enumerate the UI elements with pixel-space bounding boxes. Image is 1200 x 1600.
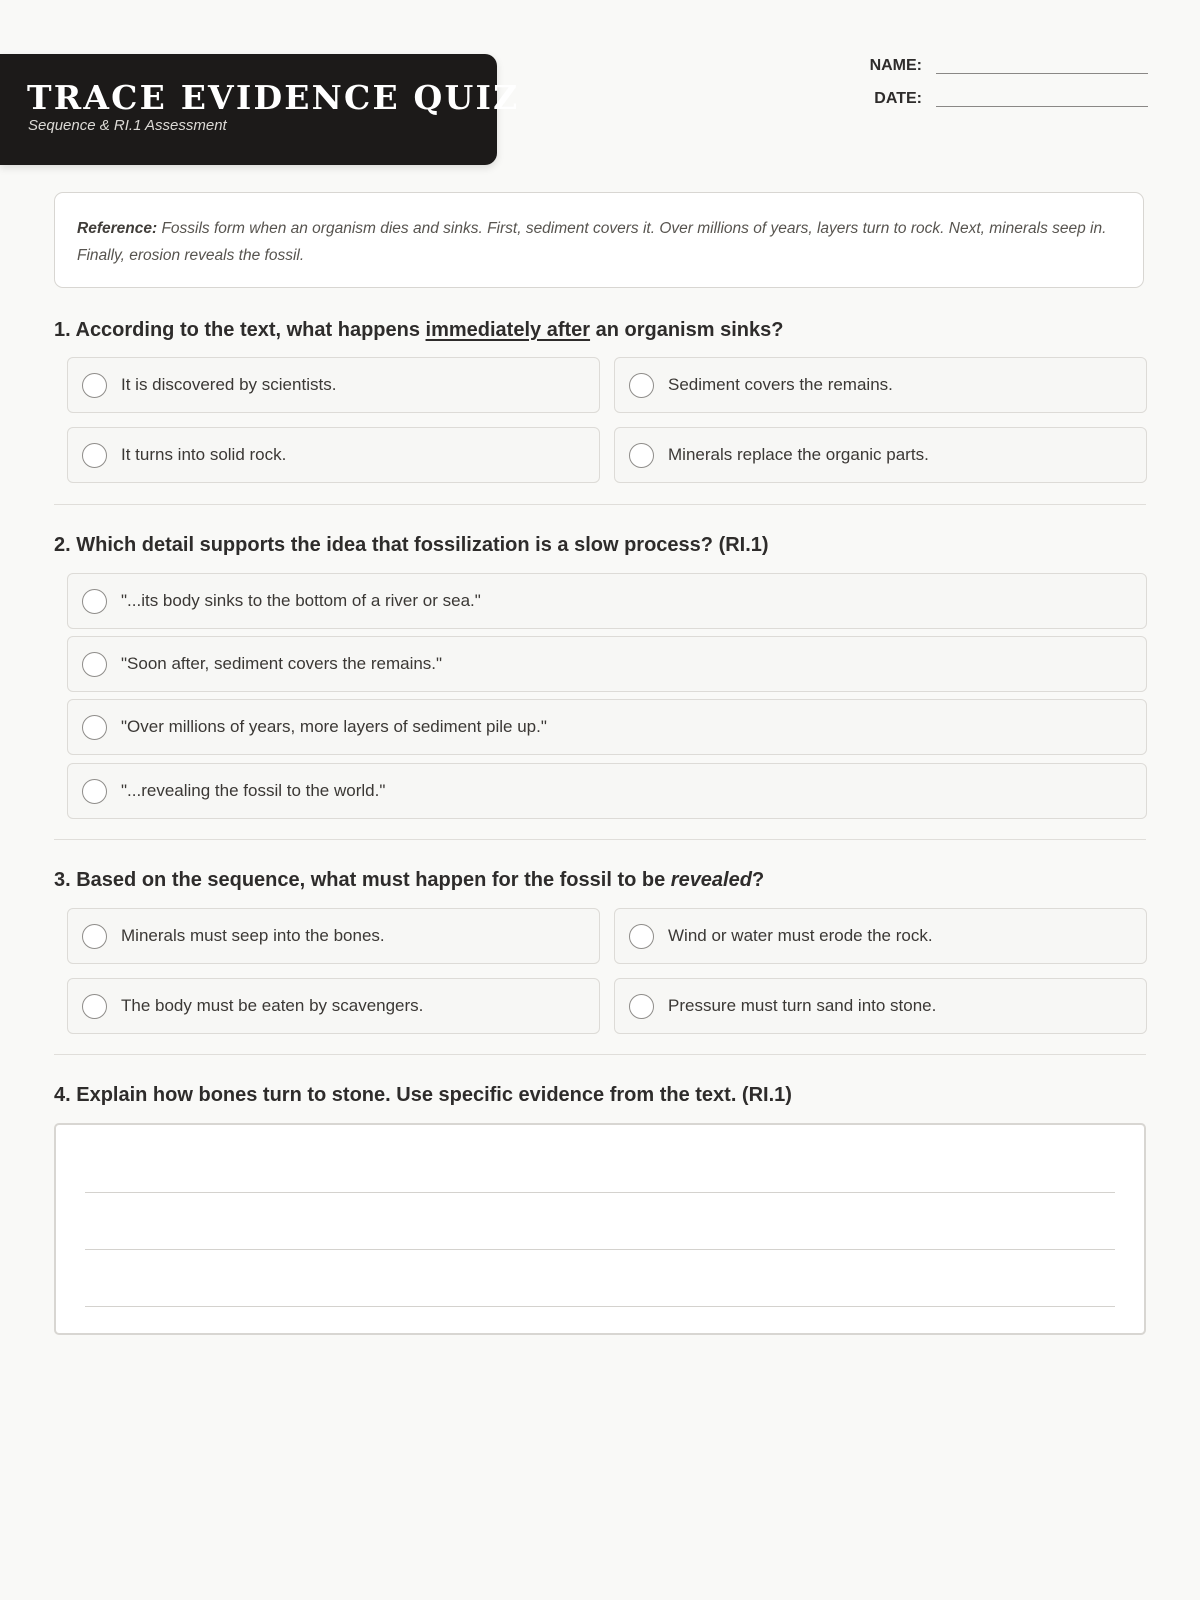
reference-label: Reference: [77, 220, 158, 237]
option-label: Pressure must turn sand into stone. [668, 996, 937, 1015]
q3-option-d[interactable] [614, 978, 1147, 1034]
name-row [870, 56, 1148, 76]
option-label: Sediment covers the remains. [668, 375, 893, 394]
section-divider [54, 1054, 1146, 1055]
question-1-suffix: an organism sinks? [590, 319, 784, 341]
option-label: "Soon after, sediment covers the remains." [121, 654, 443, 673]
question-3-emphasis: revealed [670, 869, 752, 891]
reference-text: Fossils form when an organism dies and sinks. First, sediment covers it. Over millions of years, layers turn to rock. Next, minerals seep in. Finally, erosion reveals the fossil. [77, 220, 1107, 264]
q1-option-c[interactable] [67, 427, 600, 483]
date-field[interactable] [936, 106, 1148, 107]
question-1-prefix: 1. According to the text, what happens [54, 319, 426, 341]
option-label: "...revealing the fossil to the world." [121, 781, 386, 800]
quiz-title: TRACE EVIDENCE QUIZ [27, 78, 520, 117]
option-label: It is discovered by scientists. [121, 375, 337, 394]
option-label: "Over millions of years, more layers of sediment pile up." [121, 717, 547, 736]
option-label: "...its body sinks to the bottom of a river or sea." [121, 591, 481, 610]
q1-option-a[interactable] [67, 357, 600, 413]
q1-option-b[interactable] [614, 357, 1147, 413]
radio-button[interactable] [629, 924, 654, 949]
name-label: NAME: [869, 57, 922, 74]
date-label: DATE: [874, 90, 922, 107]
section-divider [54, 839, 1146, 840]
answer-line [85, 1192, 1115, 1193]
option-label: Minerals must seep into the bones. [121, 926, 385, 945]
radio-button[interactable] [82, 924, 107, 949]
radio-button[interactable] [82, 715, 107, 740]
radio-button[interactable] [629, 373, 654, 398]
option-label: Minerals replace the organic parts. [668, 445, 929, 464]
question-2-title: 2. Which detail supports the idea that fossilization is a slow process? (RI.1) [54, 534, 769, 556]
q2-option-c[interactable] [67, 699, 1147, 755]
answer-line [85, 1306, 1115, 1307]
option-label: The body must be eaten by scavengers. [121, 996, 424, 1015]
radio-button[interactable] [82, 779, 107, 804]
name-field[interactable] [936, 73, 1148, 74]
answer-line [85, 1249, 1115, 1250]
reference-box [54, 192, 1144, 288]
q1-option-d[interactable] [614, 427, 1147, 483]
question-3-title [54, 867, 764, 893]
q2-option-b[interactable] [67, 636, 1147, 692]
radio-button[interactable] [82, 373, 107, 398]
q2-option-a[interactable] [67, 573, 1147, 629]
radio-button[interactable] [629, 443, 654, 468]
title-banner [0, 54, 520, 165]
q3-option-a[interactable] [67, 908, 600, 964]
radio-button[interactable] [82, 589, 107, 614]
question-4-title: 4. Explain how bones turn to stone. Use specific evidence from the text. (RI.1) [54, 1084, 792, 1106]
q3-option-b[interactable] [614, 908, 1147, 964]
option-label: It turns into solid rock. [121, 445, 287, 464]
radio-button[interactable] [82, 652, 107, 677]
question-3-suffix: ? [751, 869, 765, 891]
answer-textarea[interactable] [54, 1123, 1146, 1335]
section-divider [54, 504, 1146, 505]
radio-button[interactable] [82, 443, 107, 468]
question-1-emphasis: immediately after [425, 319, 591, 341]
option-label: Wind or water must erode the rock. [668, 926, 933, 945]
radio-button[interactable] [82, 994, 107, 1019]
quiz-subtitle: Sequence & RI.1 Assessment [28, 117, 227, 134]
q2-option-d[interactable] [67, 763, 1147, 819]
question-3-prefix: 3. Based on the sequence, what must happen for the fossil to be [54, 869, 671, 891]
q3-option-c[interactable] [67, 978, 600, 1034]
radio-button[interactable] [629, 994, 654, 1019]
question-1-title [54, 317, 783, 343]
date-row [874, 89, 1148, 109]
